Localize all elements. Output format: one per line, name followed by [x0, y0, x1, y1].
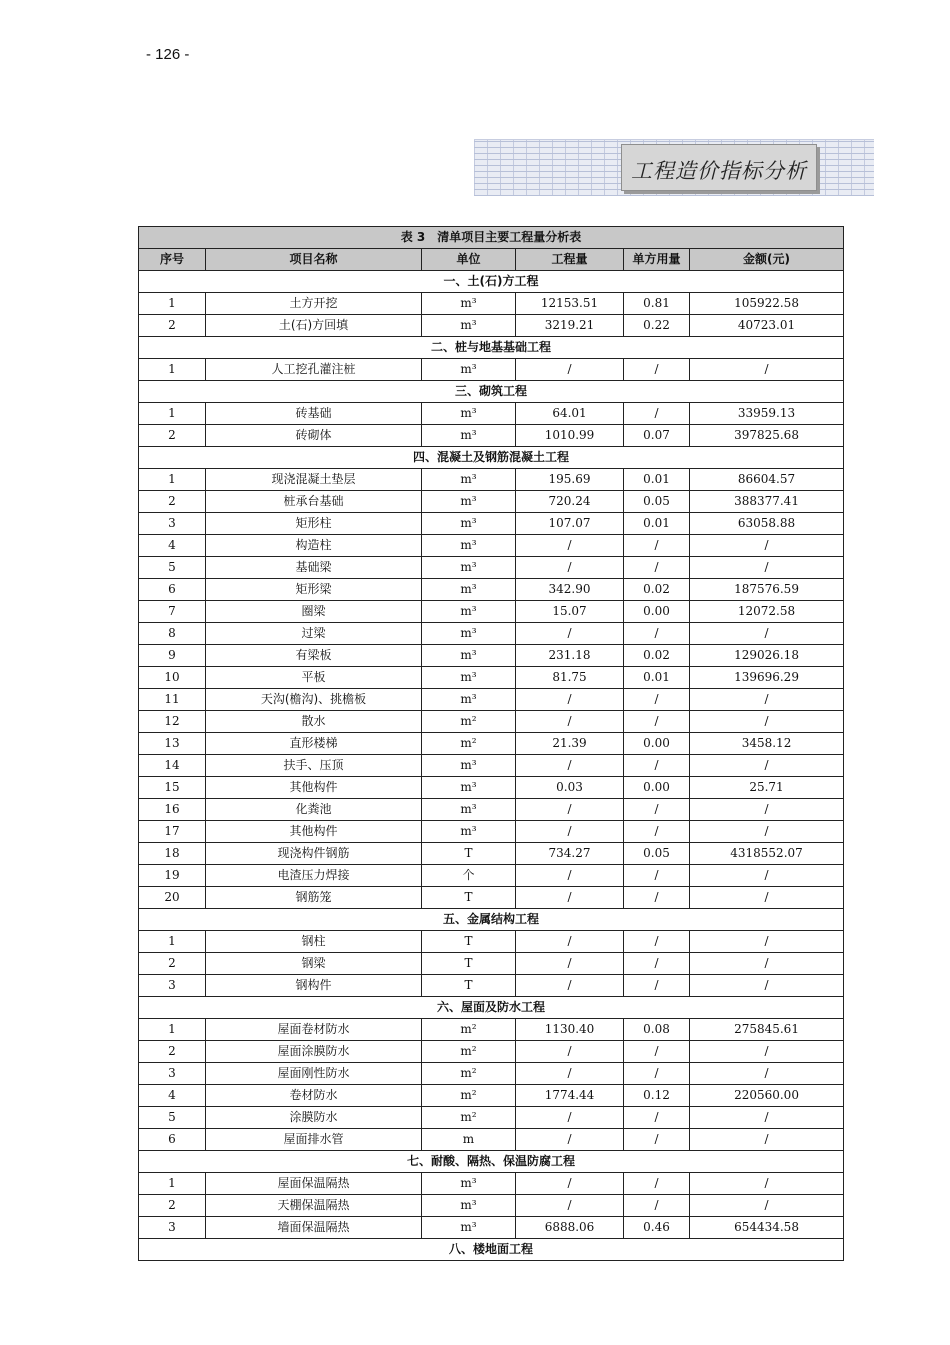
unit-cell: m³	[422, 513, 516, 535]
item-name-cell: 屋面刚性防水	[206, 1063, 422, 1085]
item-name-cell: 砖基础	[206, 403, 422, 425]
unit-cell: m²	[422, 1019, 516, 1041]
section-title: 三、砌筑工程	[139, 381, 844, 403]
item-name-cell: 天棚保温隔热	[206, 1195, 422, 1217]
item-name-cell: 有梁板	[206, 645, 422, 667]
unit-usage-cell: 0.05	[624, 843, 690, 865]
quantity-cell: /	[516, 1129, 624, 1151]
table-row	[139, 777, 844, 799]
table-row	[139, 821, 844, 843]
row-index-cell: 15	[139, 777, 206, 799]
table-row	[139, 315, 844, 337]
unit-usage-cell: 0.00	[624, 601, 690, 623]
unit-cell: T	[422, 931, 516, 953]
unit-usage-cell: /	[624, 689, 690, 711]
amount-cell: /	[690, 1195, 844, 1217]
item-name-cell: 土(石)方回填	[206, 315, 422, 337]
unit-usage-cell: 0.46	[624, 1217, 690, 1239]
unit-usage-cell: /	[624, 821, 690, 843]
quantity-cell: /	[516, 1107, 624, 1129]
unit-cell: m²	[422, 1063, 516, 1085]
unit-usage-cell: 0.02	[624, 645, 690, 667]
item-name-cell: 直形楼梯	[206, 733, 422, 755]
row-index-cell: 3	[139, 975, 206, 997]
amount-cell: 139696.29	[690, 667, 844, 689]
item-name-cell: 天沟(檐沟)、挑檐板	[206, 689, 422, 711]
quantity-cell: 1010.99	[516, 425, 624, 447]
row-index-cell: 6	[139, 579, 206, 601]
amount-cell: /	[690, 623, 844, 645]
table-row	[139, 667, 844, 689]
item-name-cell: 人工挖孔灌注桩	[206, 359, 422, 381]
unit-cell: m³	[422, 491, 516, 513]
table-row	[139, 1173, 844, 1195]
table-row	[139, 623, 844, 645]
row-index-cell: 5	[139, 557, 206, 579]
section-row	[139, 271, 844, 293]
unit-cell: m³	[422, 777, 516, 799]
item-name-cell: 现浇构件钢筋	[206, 843, 422, 865]
row-index-cell: 19	[139, 865, 206, 887]
unit-usage-cell: /	[624, 623, 690, 645]
row-index-cell: 20	[139, 887, 206, 909]
unit-usage-cell: 0.02	[624, 579, 690, 601]
amount-cell: 187576.59	[690, 579, 844, 601]
item-name-cell: 钢构件	[206, 975, 422, 997]
unit-usage-cell: /	[624, 711, 690, 733]
section-row	[139, 997, 844, 1019]
quantity-cell: 1774.44	[516, 1085, 624, 1107]
section-title: 七、耐酸、隔热、保温防腐工程	[139, 1151, 844, 1173]
column-header-amount: 金额(元)	[690, 249, 844, 271]
table-row	[139, 513, 844, 535]
row-index-cell: 1	[139, 1019, 206, 1041]
quantity-cell: 12153.51	[516, 293, 624, 315]
unit-cell: m³	[422, 623, 516, 645]
item-name-cell: 屋面排水管	[206, 1129, 422, 1151]
table-row	[139, 1217, 844, 1239]
unit-cell: m²	[422, 1041, 516, 1063]
unit-usage-cell: /	[624, 403, 690, 425]
amount-cell: /	[690, 1107, 844, 1129]
unit-usage-cell: 0.01	[624, 667, 690, 689]
row-index-cell: 3	[139, 1063, 206, 1085]
row-index-cell: 2	[139, 491, 206, 513]
unit-usage-cell: /	[624, 1173, 690, 1195]
unit-cell: m²	[422, 1107, 516, 1129]
unit-cell: m³	[422, 425, 516, 447]
section-title: 四、混凝土及钢筋混凝土工程	[139, 447, 844, 469]
page-number: - 126 -	[146, 46, 190, 63]
unit-usage-cell: /	[624, 887, 690, 909]
row-index-cell: 1	[139, 931, 206, 953]
row-index-cell: 14	[139, 755, 206, 777]
section-banner	[474, 139, 874, 196]
item-name-cell: 电渣压力焊接	[206, 865, 422, 887]
column-header-unit: 单位	[422, 249, 516, 271]
unit-cell: m³	[422, 821, 516, 843]
unit-cell: m³	[422, 601, 516, 623]
section-title: 五、金属结构工程	[139, 909, 844, 931]
section-row	[139, 909, 844, 931]
unit-cell: m³	[422, 1173, 516, 1195]
unit-usage-cell: 0.12	[624, 1085, 690, 1107]
section-title: 六、屋面及防水工程	[139, 997, 844, 1019]
table-row	[139, 359, 844, 381]
row-index-cell: 8	[139, 623, 206, 645]
quantity-cell: /	[516, 359, 624, 381]
table-row	[139, 425, 844, 447]
item-name-cell: 平板	[206, 667, 422, 689]
unit-usage-cell: /	[624, 359, 690, 381]
table-row	[139, 1041, 844, 1063]
row-index-cell: 18	[139, 843, 206, 865]
quantity-cell: /	[516, 557, 624, 579]
amount-cell: 275845.61	[690, 1019, 844, 1041]
quantity-cell: /	[516, 535, 624, 557]
amount-cell: /	[690, 1041, 844, 1063]
banner-title: 工程造价指标分析	[631, 159, 807, 183]
quantity-cell: /	[516, 755, 624, 777]
item-name-cell: 屋面涂膜防水	[206, 1041, 422, 1063]
row-index-cell: 1	[139, 403, 206, 425]
item-name-cell: 现浇混凝土垫层	[206, 469, 422, 491]
table-row	[139, 1063, 844, 1085]
amount-cell: /	[690, 931, 844, 953]
amount-cell: /	[690, 557, 844, 579]
amount-cell: 220560.00	[690, 1085, 844, 1107]
amount-cell: /	[690, 953, 844, 975]
table-row	[139, 1195, 844, 1217]
row-index-cell: 7	[139, 601, 206, 623]
unit-usage-cell: 0.01	[624, 513, 690, 535]
quantity-cell: 231.18	[516, 645, 624, 667]
item-name-cell: 钢筋笼	[206, 887, 422, 909]
item-name-cell: 钢梁	[206, 953, 422, 975]
quantity-cell: /	[516, 865, 624, 887]
table-row	[139, 1019, 844, 1041]
row-index-cell: 12	[139, 711, 206, 733]
unit-cell: m³	[422, 557, 516, 579]
amount-cell: /	[690, 865, 844, 887]
quantity-cell: /	[516, 1195, 624, 1217]
quantity-cell: /	[516, 623, 624, 645]
amount-cell: 388377.41	[690, 491, 844, 513]
row-index-cell: 16	[139, 799, 206, 821]
quantity-cell: 6888.06	[516, 1217, 624, 1239]
unit-cell: T	[422, 887, 516, 909]
table-row	[139, 403, 844, 425]
table-row	[139, 293, 844, 315]
unit-usage-cell: /	[624, 1063, 690, 1085]
item-name-cell: 屋面卷材防水	[206, 1019, 422, 1041]
row-index-cell: 3	[139, 1217, 206, 1239]
unit-cell: m³	[422, 689, 516, 711]
section-row	[139, 337, 844, 359]
unit-usage-cell: /	[624, 1041, 690, 1063]
unit-usage-cell: 0.00	[624, 777, 690, 799]
amount-cell: /	[690, 887, 844, 909]
amount-cell: 105922.58	[690, 293, 844, 315]
quantity-cell: 64.01	[516, 403, 624, 425]
column-header-item-name: 项目名称	[206, 249, 422, 271]
row-index-cell: 3	[139, 513, 206, 535]
quantity-cell: 107.07	[516, 513, 624, 535]
amount-cell: /	[690, 689, 844, 711]
amount-cell: /	[690, 755, 844, 777]
unit-cell: m³	[422, 755, 516, 777]
amount-cell: 4318552.07	[690, 843, 844, 865]
column-header-quantity: 工程量	[516, 249, 624, 271]
quantity-cell: /	[516, 953, 624, 975]
item-name-cell: 其他构件	[206, 777, 422, 799]
row-index-cell: 9	[139, 645, 206, 667]
quantity-analysis-table	[138, 226, 844, 1261]
unit-cell: m	[422, 1129, 516, 1151]
column-header-index: 序号	[139, 249, 206, 271]
item-name-cell: 土方开挖	[206, 293, 422, 315]
banner-title-box	[621, 144, 817, 191]
row-index-cell: 13	[139, 733, 206, 755]
section-row	[139, 447, 844, 469]
unit-usage-cell: /	[624, 953, 690, 975]
unit-cell: m²	[422, 711, 516, 733]
unit-usage-cell: 0.07	[624, 425, 690, 447]
table-caption: 表 3 清单项目主要工程量分析表	[139, 227, 844, 249]
item-name-cell: 散水	[206, 711, 422, 733]
quantity-cell: /	[516, 821, 624, 843]
table-row	[139, 843, 844, 865]
table-row	[139, 931, 844, 953]
item-name-cell: 化粪池	[206, 799, 422, 821]
unit-cell: T	[422, 975, 516, 997]
amount-cell: 654434.58	[690, 1217, 844, 1239]
table-row	[139, 799, 844, 821]
unit-cell: m³	[422, 293, 516, 315]
quantity-cell: 342.90	[516, 579, 624, 601]
row-index-cell: 4	[139, 1085, 206, 1107]
section-row	[139, 1239, 844, 1261]
table-row	[139, 1085, 844, 1107]
unit-usage-cell: /	[624, 557, 690, 579]
unit-usage-cell: /	[624, 1129, 690, 1151]
unit-usage-cell: /	[624, 755, 690, 777]
section-title: 八、楼地面工程	[139, 1239, 844, 1261]
quantity-cell: 734.27	[516, 843, 624, 865]
section-row	[139, 1151, 844, 1173]
quantity-cell: /	[516, 1173, 624, 1195]
row-index-cell: 1	[139, 1173, 206, 1195]
item-name-cell: 墙面保温隔热	[206, 1217, 422, 1239]
item-name-cell: 构造柱	[206, 535, 422, 557]
item-name-cell: 矩形柱	[206, 513, 422, 535]
amount-cell: 63058.88	[690, 513, 844, 535]
unit-usage-cell: 0.01	[624, 469, 690, 491]
row-index-cell: 1	[139, 469, 206, 491]
amount-cell: 129026.18	[690, 645, 844, 667]
table-row	[139, 1107, 844, 1129]
unit-cell: m³	[422, 359, 516, 381]
amount-cell: 86604.57	[690, 469, 844, 491]
table-row	[139, 601, 844, 623]
amount-cell: 33959.13	[690, 403, 844, 425]
section-row	[139, 381, 844, 403]
amount-cell: /	[690, 535, 844, 557]
unit-usage-cell: /	[624, 931, 690, 953]
unit-cell: m²	[422, 733, 516, 755]
table-row	[139, 491, 844, 513]
amount-cell: /	[690, 821, 844, 843]
quantity-cell: 81.75	[516, 667, 624, 689]
amount-cell: 3458.12	[690, 733, 844, 755]
table-row	[139, 887, 844, 909]
unit-cell: T	[422, 953, 516, 975]
section-title: 二、桩与地基基础工程	[139, 337, 844, 359]
unit-cell: m³	[422, 1195, 516, 1217]
quantity-cell: /	[516, 711, 624, 733]
row-index-cell: 2	[139, 1195, 206, 1217]
quantity-cell: /	[516, 931, 624, 953]
unit-usage-cell: 0.22	[624, 315, 690, 337]
item-name-cell: 扶手、压顶	[206, 755, 422, 777]
row-index-cell: 2	[139, 425, 206, 447]
amount-cell: 25.71	[690, 777, 844, 799]
unit-cell: m²	[422, 1085, 516, 1107]
table-caption-row	[139, 227, 844, 249]
item-name-cell: 基础梁	[206, 557, 422, 579]
row-index-cell: 1	[139, 359, 206, 381]
unit-usage-cell: 0.00	[624, 733, 690, 755]
row-index-cell: 2	[139, 315, 206, 337]
unit-cell: m³	[422, 799, 516, 821]
unit-usage-cell: /	[624, 975, 690, 997]
row-index-cell: 10	[139, 667, 206, 689]
unit-usage-cell: 0.05	[624, 491, 690, 513]
amount-cell: /	[690, 359, 844, 381]
table-header-row	[139, 249, 844, 271]
unit-usage-cell: /	[624, 535, 690, 557]
item-name-cell: 桩承台基础	[206, 491, 422, 513]
table-row	[139, 975, 844, 997]
table-row	[139, 733, 844, 755]
amount-cell: 40723.01	[690, 315, 844, 337]
unit-usage-cell: /	[624, 865, 690, 887]
unit-usage-cell: 0.08	[624, 1019, 690, 1041]
quantity-cell: /	[516, 975, 624, 997]
unit-cell: m³	[422, 403, 516, 425]
item-name-cell: 过梁	[206, 623, 422, 645]
quantity-cell: /	[516, 887, 624, 909]
table-row	[139, 535, 844, 557]
row-index-cell: 11	[139, 689, 206, 711]
unit-cell: m³	[422, 535, 516, 557]
item-name-cell: 矩形梁	[206, 579, 422, 601]
table-row	[139, 579, 844, 601]
amount-cell: 397825.68	[690, 425, 844, 447]
table-row	[139, 1129, 844, 1151]
unit-cell: m³	[422, 667, 516, 689]
quantity-cell: 15.07	[516, 601, 624, 623]
item-name-cell: 卷材防水	[206, 1085, 422, 1107]
quantity-cell: /	[516, 799, 624, 821]
unit-cell: m³	[422, 1217, 516, 1239]
row-index-cell: 6	[139, 1129, 206, 1151]
unit-cell: m³	[422, 579, 516, 601]
table-row	[139, 645, 844, 667]
item-name-cell: 砖砌体	[206, 425, 422, 447]
amount-cell: /	[690, 975, 844, 997]
amount-cell: /	[690, 1063, 844, 1085]
quantity-cell: 195.69	[516, 469, 624, 491]
unit-cell: T	[422, 843, 516, 865]
unit-cell: m³	[422, 469, 516, 491]
item-name-cell: 其他构件	[206, 821, 422, 843]
amount-cell: /	[690, 1173, 844, 1195]
column-header-unit-usage: 单方用量	[624, 249, 690, 271]
table-row	[139, 469, 844, 491]
quantity-cell: 0.03	[516, 777, 624, 799]
table-row	[139, 953, 844, 975]
table-row	[139, 865, 844, 887]
unit-usage-cell: /	[624, 1195, 690, 1217]
amount-cell: /	[690, 711, 844, 733]
quantity-cell: 1130.40	[516, 1019, 624, 1041]
quantity-cell: /	[516, 1063, 624, 1085]
row-index-cell: 4	[139, 535, 206, 557]
section-title: 一、土(石)方工程	[139, 271, 844, 293]
item-name-cell: 钢柱	[206, 931, 422, 953]
table-row	[139, 557, 844, 579]
item-name-cell: 涂膜防水	[206, 1107, 422, 1129]
item-name-cell: 屋面保温隔热	[206, 1173, 422, 1195]
table-row	[139, 689, 844, 711]
quantity-cell: 21.39	[516, 733, 624, 755]
table-body	[139, 271, 844, 1261]
table-row	[139, 711, 844, 733]
unit-usage-cell: /	[624, 1107, 690, 1129]
row-index-cell: 5	[139, 1107, 206, 1129]
amount-cell: /	[690, 1129, 844, 1151]
quantity-cell: /	[516, 1041, 624, 1063]
amount-cell: /	[690, 799, 844, 821]
unit-usage-cell: /	[624, 799, 690, 821]
quantity-cell: /	[516, 689, 624, 711]
quantity-cell: 3219.21	[516, 315, 624, 337]
amount-cell: 12072.58	[690, 601, 844, 623]
row-index-cell: 1	[139, 293, 206, 315]
table-row	[139, 755, 844, 777]
unit-cell: 个	[422, 865, 516, 887]
row-index-cell: 2	[139, 1041, 206, 1063]
row-index-cell: 17	[139, 821, 206, 843]
row-index-cell: 2	[139, 953, 206, 975]
unit-cell: m³	[422, 645, 516, 667]
quantity-cell: 720.24	[516, 491, 624, 513]
unit-usage-cell: 0.81	[624, 293, 690, 315]
unit-cell: m³	[422, 315, 516, 337]
item-name-cell: 圈梁	[206, 601, 422, 623]
